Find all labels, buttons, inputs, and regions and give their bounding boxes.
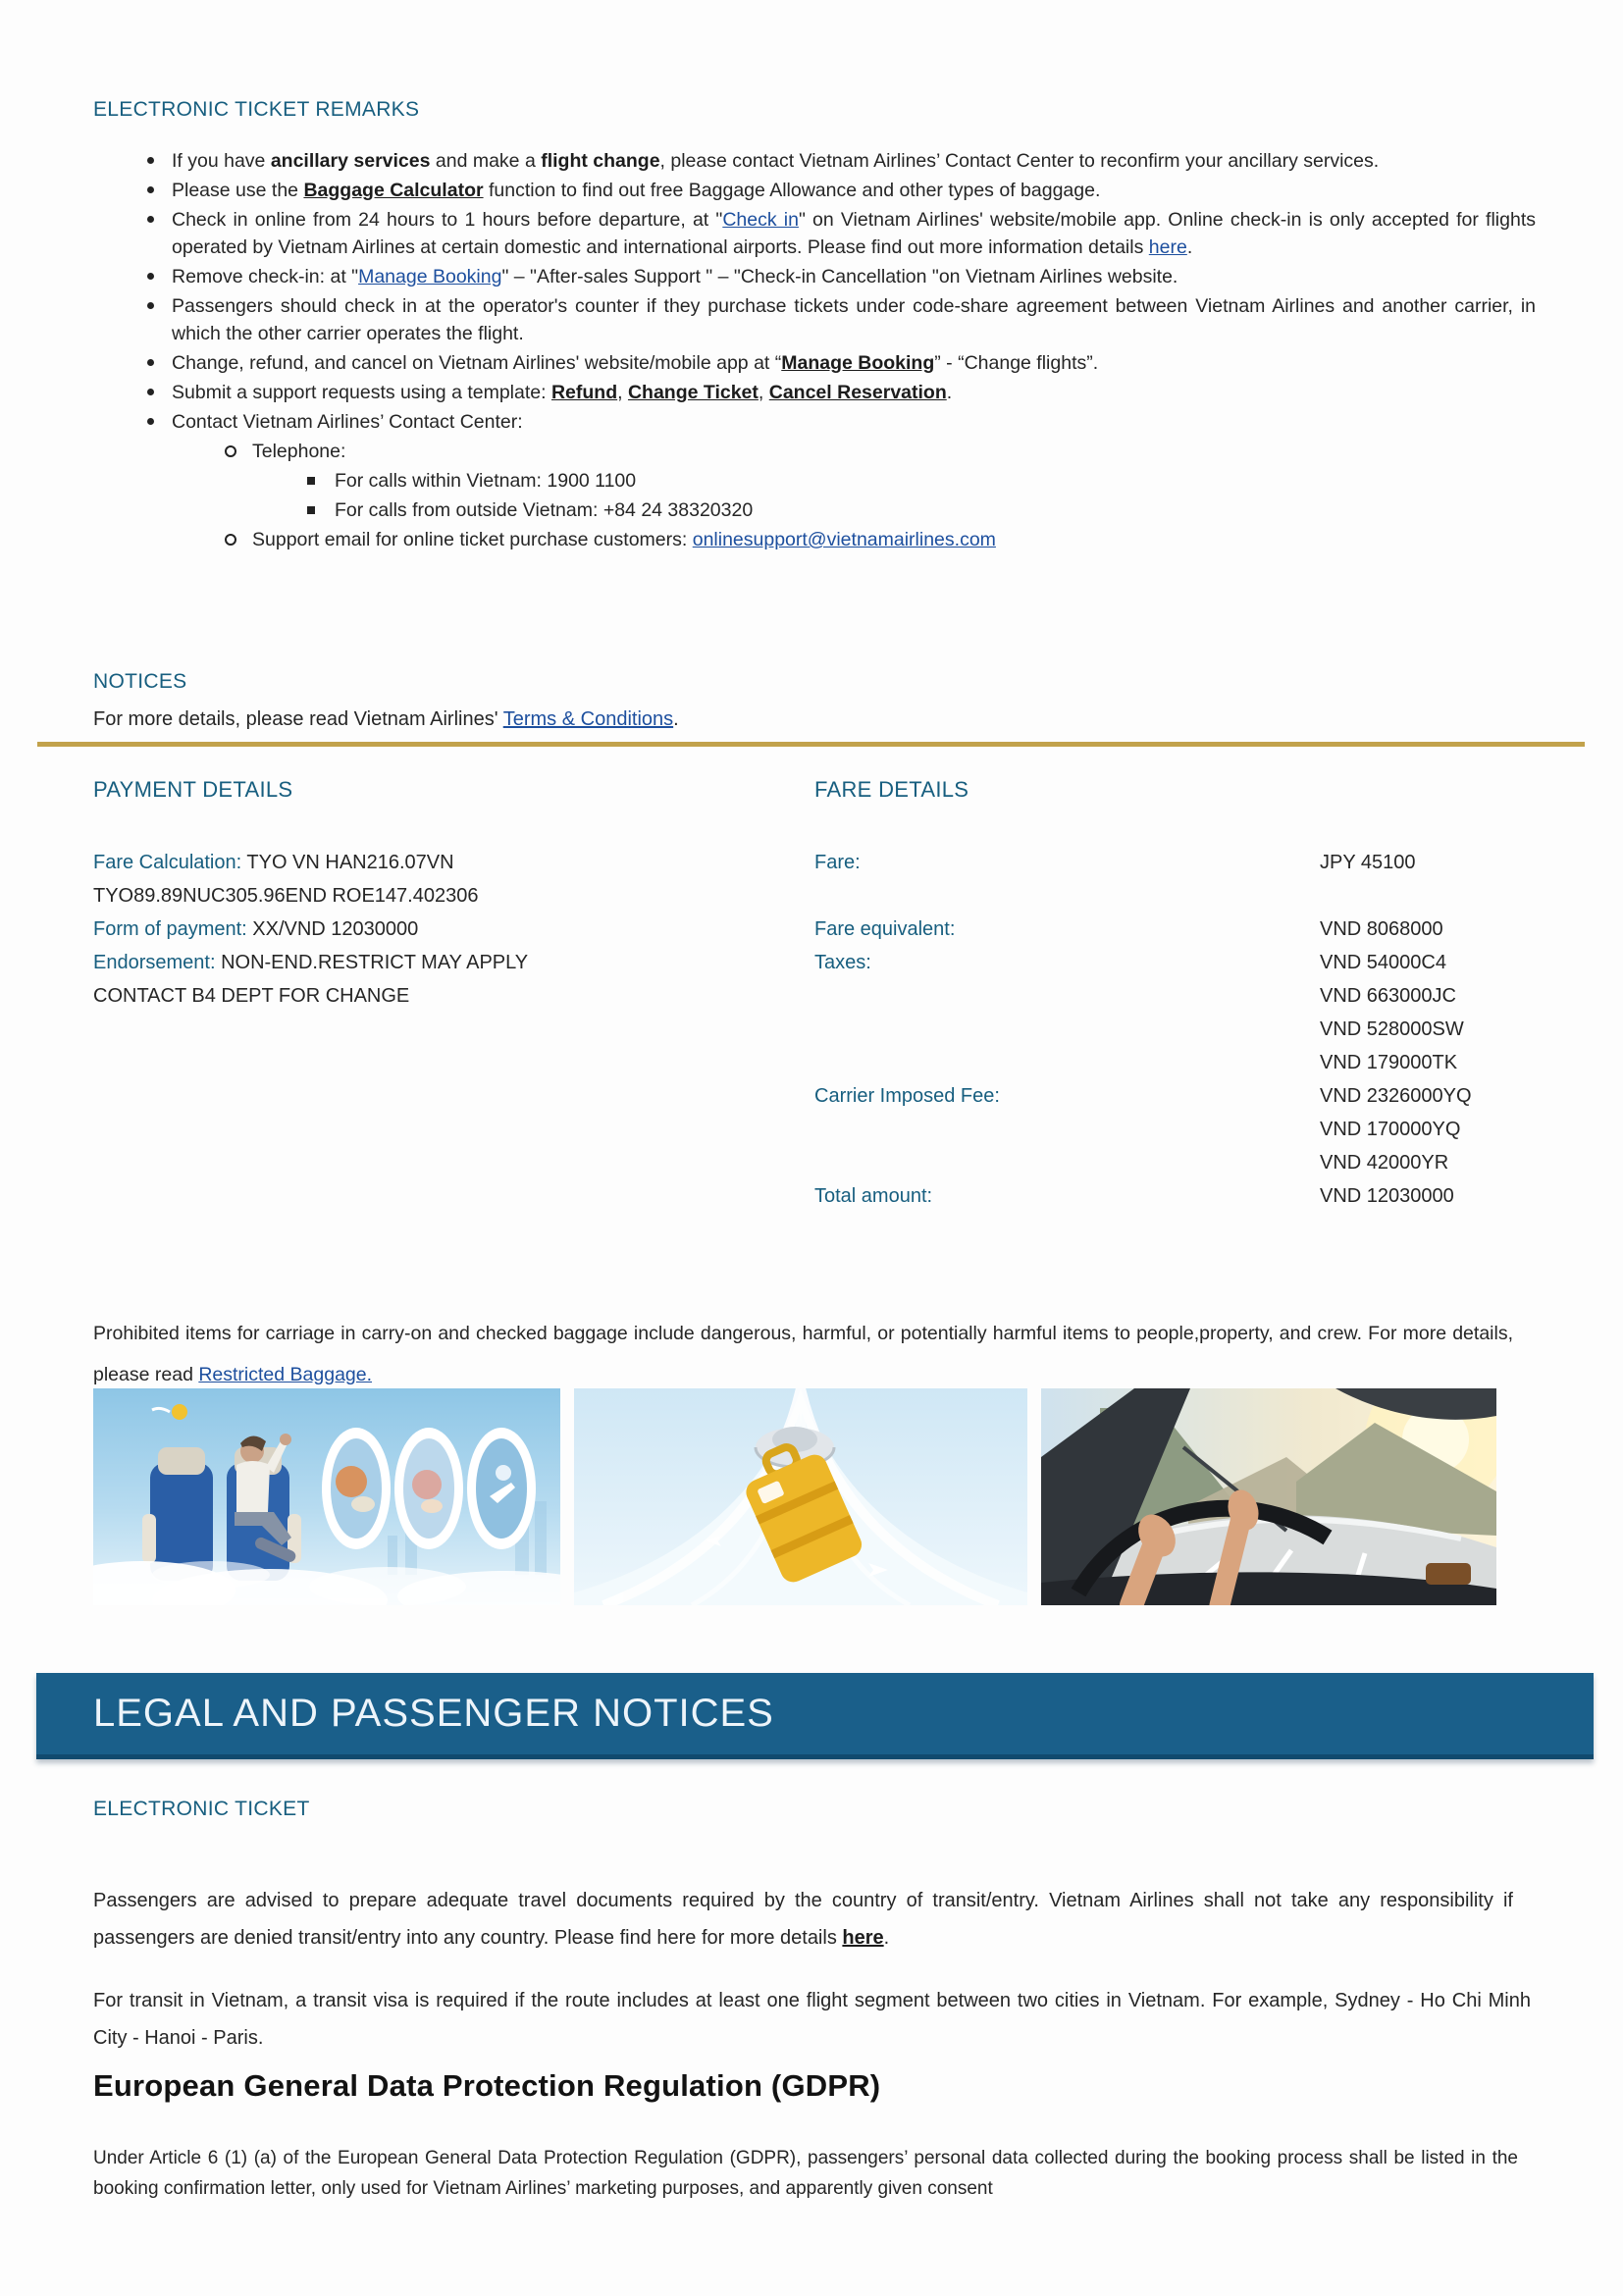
link-here[interactable]: here [842,1927,884,1949]
legal-notices-banner-title: LEGAL AND PASSENGER NOTICES [93,1692,774,1735]
text-run: For more details, please read Vietnam Airlines' [93,708,503,730]
bullet-marker [147,418,154,425]
text-run: Contact Vietnam Airlines’ Contact Center: [172,411,523,433]
list-item-text [335,470,636,492]
list-item-text [172,411,523,433]
bullet-marker [147,157,154,164]
list-item-text [252,529,996,550]
list-item-text [172,209,1536,258]
payment-rows [93,846,589,1013]
electronic-ticket-heading: ELECTRONIC TICKET [93,1798,310,1820]
list-item [93,147,1536,175]
gdpr-heading: European General Data Protection Regulation (GDPR) [93,2068,881,2103]
link-restricted-baggage[interactable]: Restricted Baggage. [198,1364,373,1385]
section-divider-rule [37,742,1585,747]
text-run: Passengers should check in at the operator's counter if they purchase tickets under code-share agreement between Vietnam Airlines and another carrier, in which the other carrier operates the flight. [172,295,1536,344]
payment-details-heading: PAYMENT DETAILS [93,777,293,802]
bullet-marker [147,273,154,280]
text-run: Submit a support requests using a template: [172,382,551,403]
list-item [93,206,1536,261]
text-run: " on Vietnam Airlines' website/mobile app. Online check-in is only accepted for flights operated by Vietnam Airlines at certain domestic and international airports. Please find out more information details [172,209,1536,258]
text-run: , [617,382,628,403]
field-value: XX/VND 12030000 [252,918,419,940]
cabin-clouds-illustration [93,1388,560,1605]
fare-rows [814,846,1521,1213]
link-refund[interactable]: Refund [550,382,618,403]
hands-driving-mountain-road-photo [1041,1388,1496,1605]
bullet-marker [147,302,154,309]
yellow-suitcase-sky-photo [574,1388,1027,1605]
field-label: Taxes: [814,952,871,973]
emphasis-text: flight change [541,150,660,172]
fare-details-heading: FARE DETAILS [814,777,969,802]
payment-row [93,913,589,946]
bullet-marker [307,506,315,514]
text-run: . [673,708,679,730]
text-run: For transit in Vietnam, a transit visa is required if the route includes at least one flight segment between two cities in Vietnam. For example, Sydney - Ho Chi Minh City - Hanoi - Paris. [93,1990,1531,2049]
notices-heading: NOTICES [93,670,187,693]
text-run: , please contact Vietnam Airlines’ Contact Center to reconfirm your ancillary services. [659,150,1380,172]
fare-values [1320,913,1521,946]
link-onlinesupport-vietnamairlines-com[interactable]: onlinesupport@vietnamairlines.com [692,529,996,550]
list-item-text [172,266,1178,287]
fare-value: VND 170000YQ [1320,1119,1461,1140]
fare-value: VND 2326000YQ [1320,1085,1472,1107]
link-terms-conditions[interactable]: Terms & Conditions [502,708,674,730]
link-check-in[interactable]: Check in [722,209,799,231]
text-run: For calls within Vietnam: 1900 1100 [335,470,637,492]
fare-value: VND 663000JC [1320,985,1456,1007]
suitcase-sky-illustration [574,1388,1027,1605]
fare-value: VND 42000YR [1320,1152,1449,1174]
airplane-seats-in-clouds-photo [93,1388,560,1605]
bullet-marker [147,216,154,223]
list-item-text [335,499,753,521]
text-run: Prohibited items for carriage in carry-on and checked baggage include dangerous, harmful, or potentially harmful items to people,property, and crew. For more details, please read [93,1323,1513,1385]
fare-value: VND 54000C4 [1320,952,1446,973]
airplane-window-icons [322,1428,536,1549]
fare-value: VND 12030000 [1320,1185,1454,1207]
bullet-marker [225,534,236,546]
list-item [93,379,1536,406]
link-manage-booking[interactable]: Manage Booking [781,352,935,374]
fare-row [814,846,1521,879]
legal-notices-banner [36,1673,1594,1759]
link-here[interactable]: here [1148,236,1187,258]
bullet-marker [307,477,315,485]
link-cancel-reservation[interactable]: Cancel Reservation [768,382,947,403]
list-item-text [172,352,1098,374]
fare-value: VND 179000TK [1320,1052,1458,1073]
bullet-marker [147,186,154,193]
field-label: Form of payment: [93,918,253,940]
text-run: If you have [172,150,271,172]
notices-text [93,704,1526,734]
fare-values [1320,1079,1521,1179]
text-run: Change, refund, and cancel on Vietnam Airlines' website/mobile app at “ [172,352,782,374]
fare-value: VND 8068000 [1320,918,1443,940]
fare-value: VND 528000SW [1320,1018,1464,1040]
list-item [93,408,1536,436]
fare-values [1320,846,1521,879]
text-run: Telephone: [252,441,346,462]
transit-visa-paragraph [93,1982,1531,2057]
bullet-marker [147,389,154,395]
field-value: TYO VN HAN216.07VN TYO89.89NUC305.96END ROE147.402306 [93,852,479,907]
fare-row [814,913,1521,946]
fare-values [1320,1179,1521,1213]
text-run: For calls from outside Vietnam: +84 24 38320320 [335,499,754,521]
list-item [93,467,1536,495]
list-item [93,263,1536,290]
text-run: Under Article 6 (1) (a) of the European General Data Protection Regulation (GDPR), passengers’ personal data collected during the booking process shall be listed in the booking confirmation letter, only used for Vietnam Airlines’ marketing purposes, and apparently given consent [93,2148,1518,2199]
emphasis-text: ancillary services [270,150,431,172]
payment-row [93,946,589,1013]
gdpr-paragraph [93,2143,1518,2204]
bullet-marker [147,359,154,366]
text-run: function to find out free Baggage Allowance and other types of baggage. [483,180,1101,201]
link-change-ticket[interactable]: Change Ticket [627,382,759,403]
list-item-text [172,295,1536,344]
driving-illustration [1041,1388,1496,1605]
field-label: Fare equivalent: [814,918,956,940]
text-run: Check in online from 24 hours to 1 hours before departure, at " [172,209,723,231]
list-item [93,177,1536,204]
fare-row [814,1079,1521,1179]
text-run: . [946,382,953,403]
text-run: Passengers are advised to prepare adequate travel documents required by the country of transit/entry. Vietnam Airlines shall not take any responsibility if passengers are denied transit/entry into any country. Please find here for more details [93,1890,1513,1949]
list-item-text [172,180,1100,201]
list-item-text [172,382,952,403]
field-value: NON-END.RESTRICT MAY APPLY CONTACT B4 DEPT FOR CHANGE [93,952,528,1007]
restricted-baggage-text [93,1313,1513,1395]
list-item [93,526,1536,553]
field-label: Endorsement: [93,952,222,973]
text-run: Support email for online ticket purchase customers: [252,529,693,550]
text-run: Please use the [172,180,304,201]
text-run: Remove check-in: at " [172,266,359,287]
field-label: Total amount: [814,1185,933,1207]
promo-image-strip [93,1388,1511,1605]
field-label: Fare: [814,852,861,873]
field-label: Carrier Imposed Fee: [814,1085,1000,1107]
field-label: Fare Calculation: [93,852,247,873]
text-run: and make a [430,150,542,172]
list-item-text [252,441,345,462]
fare-row [814,1179,1521,1213]
payment-row [93,846,589,913]
text-run: " – "After-sales Support " – "Check-in Cancellation "on Vietnam Airlines website. [501,266,1178,287]
list-item-text [172,150,1379,172]
bullet-marker [225,445,236,457]
fare-value: JPY 45100 [1320,852,1416,873]
link-manage-booking[interactable]: Manage Booking [358,266,502,287]
text-run: , [758,382,769,403]
travel-documents-paragraph [93,1882,1513,1957]
text-run: . [1186,236,1193,258]
list-item [93,438,1536,465]
remarks-bullet-list [93,147,1536,555]
text-run: ” - “Change flights”. [934,352,1099,374]
text-run: . [883,1927,890,1949]
list-item [93,292,1536,347]
link-baggage-calculator[interactable]: Baggage Calculator [303,180,484,201]
list-item [93,496,1536,524]
fare-values [1320,946,1521,1079]
remarks-heading: ELECTRONIC TICKET REMARKS [93,98,420,121]
list-item [93,349,1536,377]
fare-row [814,946,1521,1079]
